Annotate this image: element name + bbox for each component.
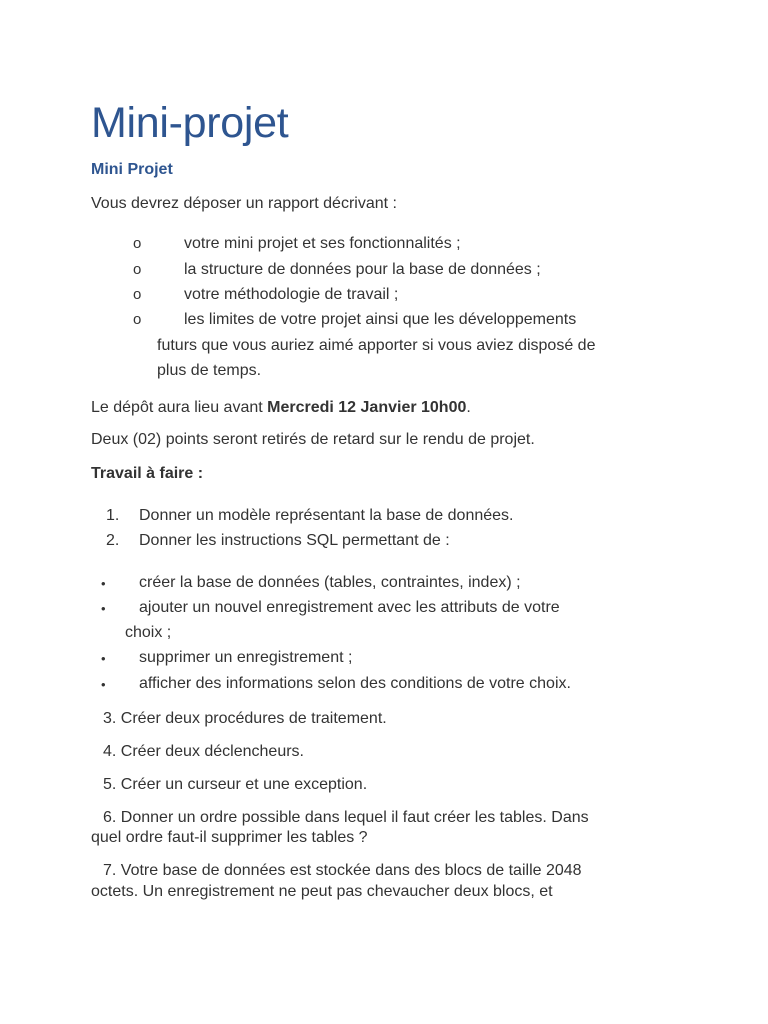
task-item: 5. Créer un curseur et une exception. — [103, 776, 368, 793]
list-marker: o — [133, 311, 142, 328]
document-title: Mini-projet — [91, 99, 289, 147]
task-item: Donner les instructions SQL permettant de : — [139, 532, 450, 549]
bullet-marker: • — [101, 677, 106, 692]
list-marker: o — [133, 261, 142, 278]
task-item: 7. Votre base de données est stockée dans des blocs de taille 2048 — [103, 862, 582, 879]
bullet-marker: • — [101, 651, 106, 666]
task-item: Donner un modèle représentant la base de données. — [139, 507, 514, 524]
deadline-date: Mercredi 12 Janvier 10h00 — [267, 399, 467, 416]
deadline-suffix: . — [466, 399, 471, 416]
deadline-prefix: Le dépôt aura lieu avant — [91, 399, 268, 416]
list-item: la structure de données pour la base de données ; — [184, 261, 541, 278]
sql-item-continuation: choix ; — [125, 624, 172, 641]
list-item-continuation: futurs que vous auriez aimé apporter si vous aviez disposé de — [157, 337, 596, 354]
sql-item: créer la base de données (tables, contraintes, index) ; — [139, 574, 521, 591]
task-item: 6. Donner un ordre possible dans lequel il faut créer les tables. Dans — [103, 809, 589, 826]
task-item: 4. Créer deux déclencheurs. — [103, 743, 304, 760]
sql-item: supprimer un enregistrement ; — [139, 649, 353, 666]
list-item: votre méthodologie de travail ; — [184, 286, 399, 303]
penalty-paragraph: Deux (02) points seront retirés de retard sur le rendu de projet. — [91, 431, 535, 448]
deadline-paragraph — [91, 399, 471, 417]
work-heading: Travail à faire : — [91, 465, 204, 482]
list-marker: o — [133, 235, 142, 252]
bullet-marker: • — [101, 576, 106, 591]
task-number: 2. — [106, 532, 120, 549]
list-marker: o — [133, 286, 142, 303]
task-item-continuation: octets. Un enregistrement ne peut pas chevaucher deux blocs, et — [91, 883, 553, 900]
document-subtitle: Mini Projet — [91, 161, 173, 178]
task-item: 3. Créer deux procédures de traitement. — [103, 710, 387, 727]
sql-item: afficher des informations selon des conditions de votre choix. — [139, 675, 571, 692]
intro-paragraph: Vous devrez déposer un rapport décrivant : — [91, 195, 397, 212]
list-item: les limites de votre projet ainsi que les développements — [184, 311, 577, 328]
list-item: votre mini projet et ses fonctionnalités ; — [184, 235, 461, 252]
sql-item: ajouter un nouvel enregistrement avec les attributs de votre — [139, 599, 560, 616]
bullet-marker: • — [101, 601, 106, 616]
list-item-continuation: plus de temps. — [157, 362, 262, 379]
task-number: 1. — [106, 507, 120, 524]
task-item-continuation: quel ordre faut-il supprimer les tables ? — [91, 829, 368, 846]
